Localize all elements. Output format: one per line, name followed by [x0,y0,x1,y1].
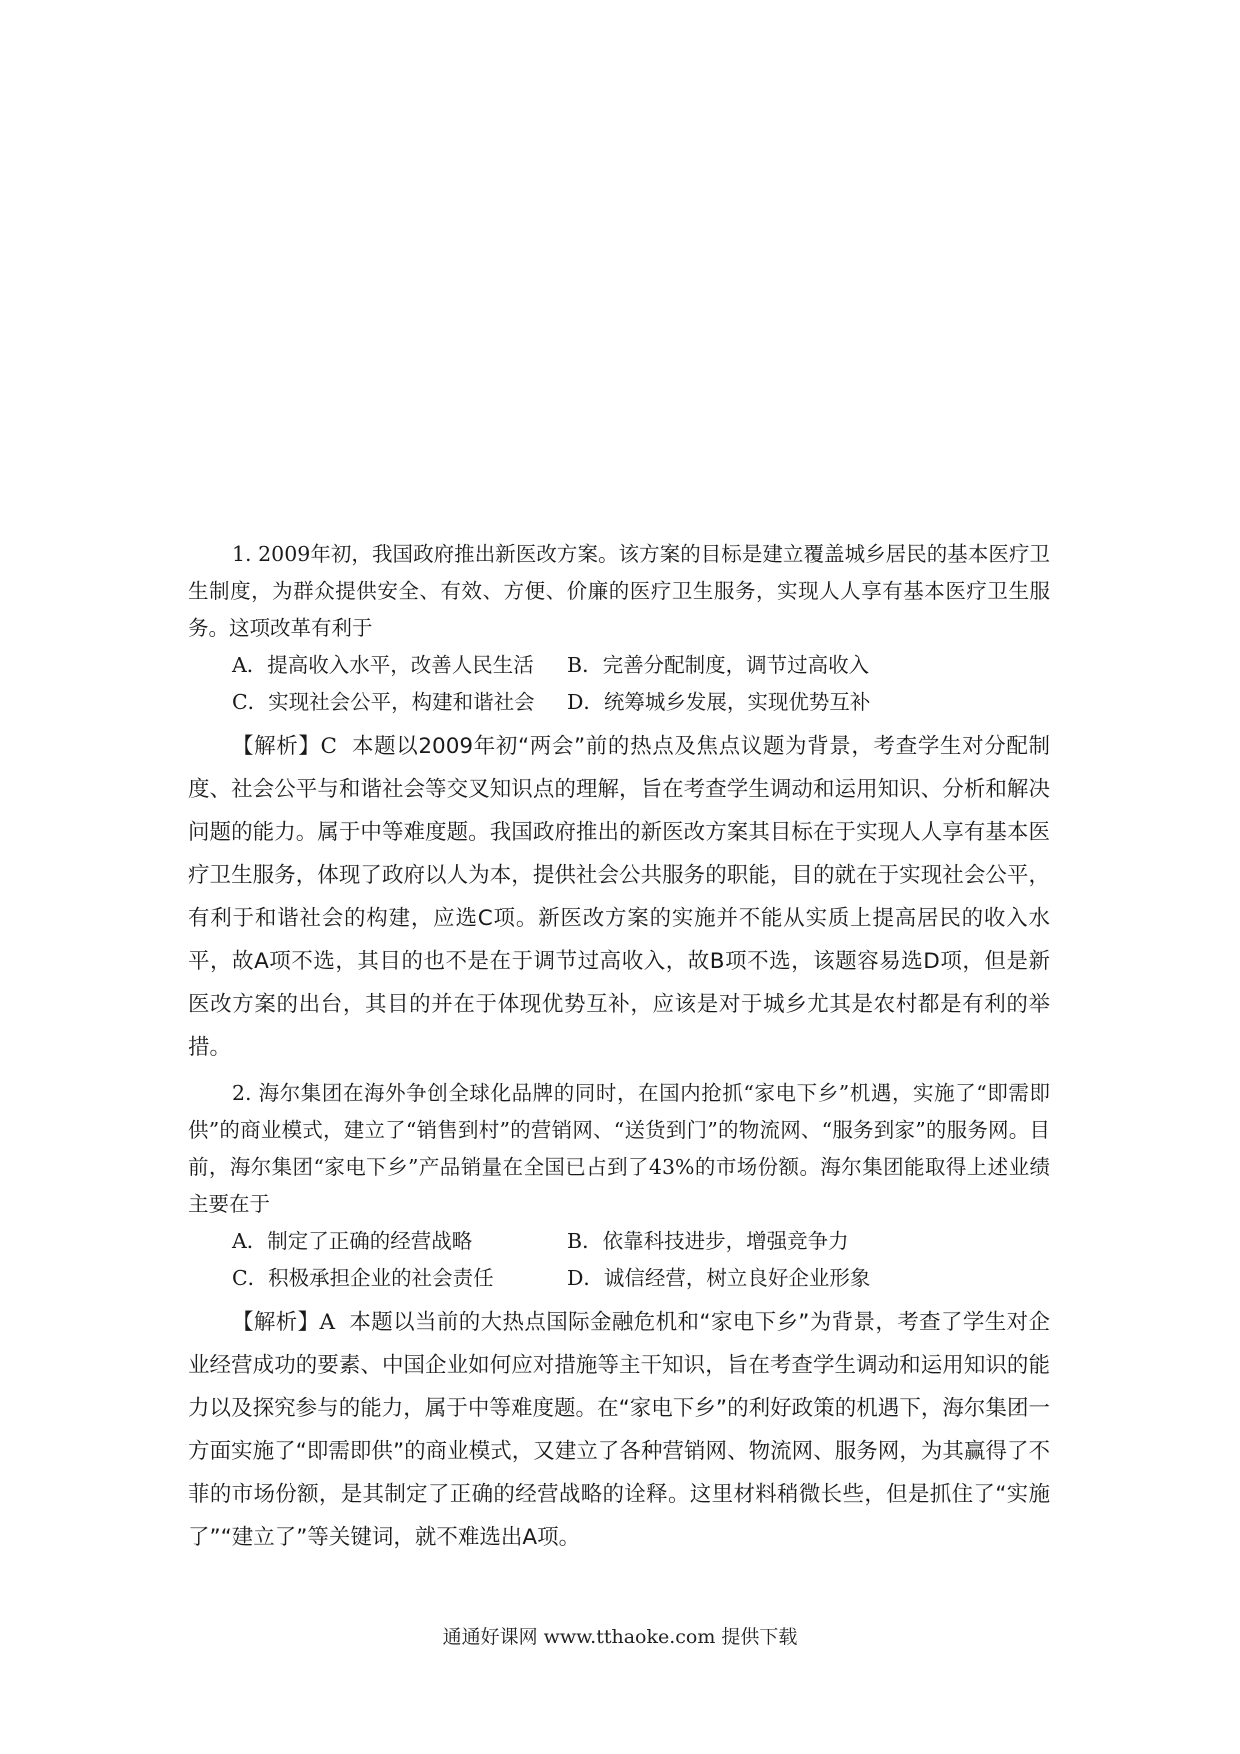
option-b: B．依靠科技进步，增强竞争力 [567,1229,849,1253]
option-b: B．完善分配制度，调节过高收入 [567,653,870,677]
option-a: A．制定了正确的经营战略 [232,1229,473,1253]
analysis-tag: 【解析】A [232,1310,336,1335]
option-d: D．诚信经营，树立良好企业形象 [567,1266,871,1290]
option-c: C．积极承担企业的社会责任 [232,1266,494,1290]
page-footer: 通通好课网 www.tthaoke.com 提供下载 [442,1626,798,1648]
question-1-analysis [188,725,1050,1069]
question-1 [188,536,1050,1069]
question-2-stem: 2. 海尔集团在海外争创全球化品牌的同时，在国内抢抓“家电下乡”机遇，实施了“即需即供”的商业模式，建立了“销售到村”的营销网、“送货到门”的物流网、“服务到家”的服务网。目前，海尔集团“家电下乡”产品销量在全国已占到了43%的市场份额。海尔集团能取得上述业绩主要在于 [188,1081,1050,1216]
options-row [188,1260,1050,1297]
option-c: C．实现社会公平，构建和谐社会 [232,690,535,714]
question-2-analysis [188,1301,1050,1559]
analysis-text: 本题以2009年初“两会”前的热点及焦点议题为背景，考查学生对分配制度、社会公平与和谐社会等交叉知识点的理解，旨在考查学生调动和运用知识、分析和解决问题的能力。属于中等难度题。我国政府推出的新医改方案其目标在于实现人人享有基本医疗卫生服务，体现了政府以人为本，提供社会公共服务的职能，目的就在于实现社会公平，有利于和谐社会的构建，应选C项。新医改方案的实施并不能从实质上提高居民的收入水平，故A项不选，其目的也不是在于调节过高收入，故B项不选，该题容易选D项，但是新医改方案的出台，其目的并在于体现优势互补，应该是对于城乡尤其是农村都是有利的举措。 [188,734,1051,1060]
analysis-text: 本题以当前的大热点国际金融危机和“家电下乡”为背景，考查了学生对企业经营成功的要素、中国企业如何应对措施等主干知识，旨在考查学生调动和运用知识的能力以及探究参与的能力，属于中等难度题。在“家电下乡”的利好政策的机遇下，海尔集团一方面实施了“即需即供”的商业模式，又建立了各种营销网、物流网、服务网，为其赢得了不菲的市场份额，是其制定了正确的经营战略的诠释。这里材料稍微长些，但是抓住了“实施了”“建立了”等关键词，就不难选出A项。 [188,1310,1051,1550]
options-row [188,1223,1050,1260]
options-row [188,684,1050,721]
question-1-options [188,647,1050,721]
analysis-tag: 【解析】C [232,734,337,759]
question-content [188,536,1050,1565]
option-a: A．提高收入水平，改善人民生活 [232,653,534,677]
options-row [188,647,1050,684]
option-d: D．统筹城乡发展，实现优势互补 [567,690,871,714]
question-2-options [188,1223,1050,1297]
question-2 [188,1075,1050,1559]
question-1-stem: 1. 2009年初，我国政府推出新医改方案。该方案的目标是建立覆盖城乡居民的基本医疗卫生制度，为群众提供安全、有效、方便、价廉的医疗卫生服务，实现人人享有基本医疗卫生服务。这项改革有利于 [188,542,1050,640]
